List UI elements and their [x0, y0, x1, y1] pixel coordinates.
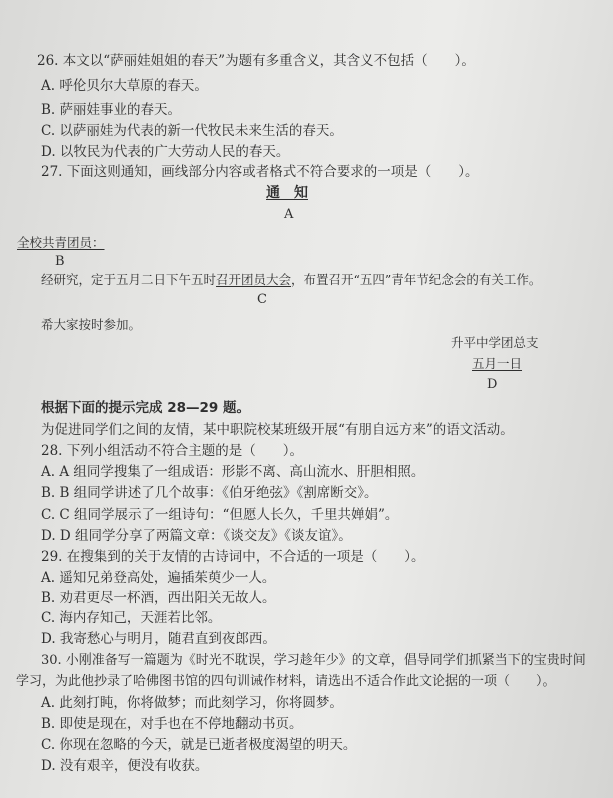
notice-signature: 升平中学团总支	[451, 335, 539, 350]
notice-body	[41, 272, 541, 288]
option-c: C. 海内存知己，天涯若比邻。	[41, 610, 222, 626]
option-a: A. 呼伦贝尔大草原的春天。	[41, 78, 208, 94]
notice-date: 五月一日	[472, 356, 523, 371]
option-c: C. 你现在忽略的今天，就是已逝者极度渴望的明天。	[41, 737, 357, 753]
question-stem: 29. 在搜集到的关于友情的古诗词中，不合适的一项是（ ）。	[41, 549, 425, 565]
mark-a: A	[284, 207, 294, 222]
mark-d: D	[487, 377, 498, 392]
option-a: A. 遥知兄弟登高处，遍插茱萸少一人。	[41, 570, 276, 586]
underlined-text: 召开团员大会	[216, 272, 292, 287]
option-b: B. 即使是现在，对手也在不停地翻动书页。	[41, 716, 303, 732]
mark-c: C	[257, 292, 267, 307]
option-b: B. B 组同学讲述了几个故事：《伯牙绝弦》《割席断交》。	[41, 485, 378, 501]
section-intro: 为促进同学们之间的友情，某中职院校某班级开展“有朋自远方来”的语文活动。	[41, 422, 514, 438]
question-stem-line2: 学习，为此他抄录了哈佛图书馆的四句训诫作材料，请选出不适合作此文论据的一项（ ）。	[16, 674, 556, 689]
question-stem: 26. 本文以“萨丽娃姐姐的春天”为题有多重含义，其含义不包括（ ）。	[37, 53, 475, 69]
notice-title: 通 知	[266, 185, 308, 201]
option-d: D. 以牧民为代表的广大劳动人民的春天。	[41, 144, 290, 160]
mark-b: B	[55, 254, 65, 269]
question-stem: 28. 下列小组活动不符合主题的是（ ）。	[41, 443, 304, 459]
option-a: A. A 组同学搜集了一组成语：形影不离、高山流水、肝胆相照。	[41, 464, 425, 480]
option-d: D. 没有艰辛，便没有收获。	[41, 758, 209, 774]
section-heading: 根据下面的提示完成 28—29 题。	[41, 400, 250, 416]
notice-salutation: 全校共青团员：	[17, 235, 105, 250]
option-a: A. 此刻打盹，你将做梦；而此刻学习，你将圆梦。	[41, 695, 343, 711]
body-text: 经研究，定于五月二日下午五时	[41, 272, 217, 287]
body-text: ，布置召开“五四”青年节纪念会的有关工作。	[291, 272, 542, 287]
question-stem-line1: 30. 小刚准备写一篇题为《时光不耽误，学习趁年少》的文章，倡导同学们抓紧当下的宝贵时间	[41, 653, 586, 668]
option-c: C. 以萨丽娃为代表的新一代牧民未来生活的春天。	[41, 123, 343, 139]
option-b: B. 萨丽娃事业的春天。	[41, 102, 182, 118]
option-d: D. D 组同学分享了两篇文章：《谈交友》《谈友谊》。	[41, 528, 352, 544]
option-b: B. 劝君更尽一杯酒，西出阳关无故人。	[41, 590, 276, 606]
notice-closing: 希大家按时参加。	[41, 317, 142, 332]
question-stem: 27. 下面这则通知，画线部分内容或者格式不符合要求的一项是（ ）。	[41, 164, 479, 180]
option-d: D. 我寄愁心与明月，随君直到夜郎西。	[41, 631, 276, 647]
option-c: C. C 组同学展示了一组诗句：“但愿人长久，千里共婵娟”。	[41, 507, 399, 523]
